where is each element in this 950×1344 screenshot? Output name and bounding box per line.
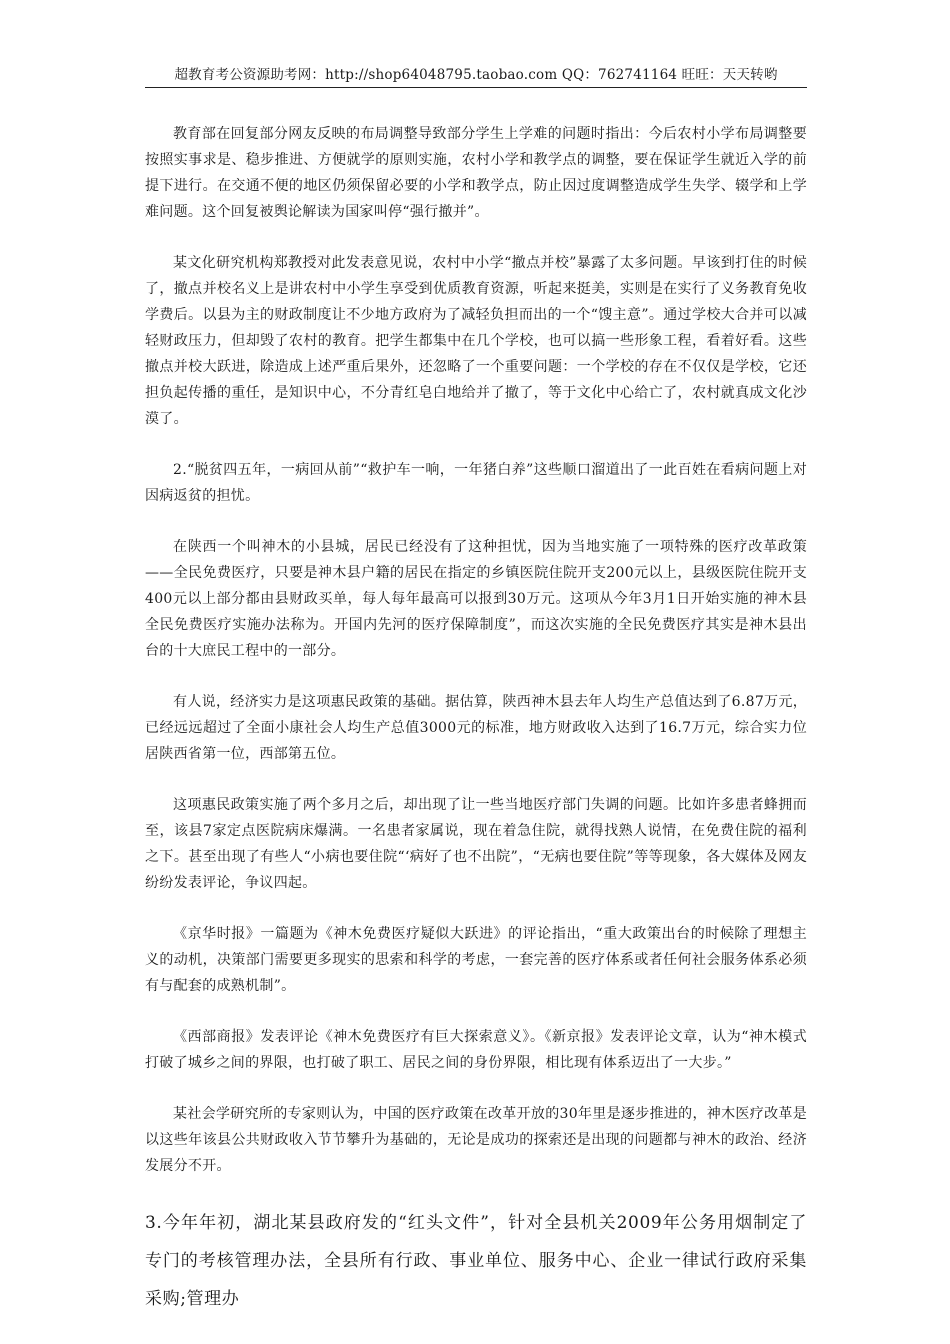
paragraph-section-3: 3.今年年初，湖北某县政府发的“红头文件”，针对全县机关2009年公务用烟制定了专门的考核管理办法，全县所有行政、事业单位、服务中心、企业一律试行政府采集采购;管理办 [145, 1213, 807, 1309]
paragraph-education-ministry: 教育部在回复部分网友反映的布局调整导致部分学生上学难的问题时指出：今后农村小学布局调整要按照实事求是、稳步推进、方便就学的原则实施，农村小学和教学点的调整，要在保证学生就近入学的前提下进行。在交通不便的地区仍须保留必要的小学和教学点，防止因过度调整造成学生失学、辍学和上学难问题。这个回复被舆论解读为国家叫停“强行撤并”。 [145, 126, 807, 220]
paragraph-western-commerce: 《西部商报》发表评论《神木免费医疗有巨大探索意义》。《新京报》发表评论文章，认为“神木模式打破了城乡之间的界限，也打破了职工、居民之间的身份界限，相比现有体系迈出了一大步。” [145, 1029, 807, 1071]
paragraph-problems: 这项惠民政策实施了两个多月之后，却出现了让一些当地医疗部门失调的问题。比如许多患者蜂拥而至，该县7家定点医院病床爆满。一名患者家属说，现在着急住院，就得找熟人说情，在免费住院的福利之下。甚至出现了有些人“小病也要住院“‘病好了也不出院”，“无病也要住院”等等现象，各大媒体及网友纷纷发表评论，争议四起。 [145, 797, 807, 891]
paragraph-shenmu-policy: 在陕西一个叫神木的小县城，居民已经没有了这种担忧，因为当地实施了一项特殊的医疗改革政策——全民免费医疗，只要是神木县户籍的居民在指定的乡镇医院住院开支200元以上，县级医院住院开支400元以上部分都由县财政买单，每人每年最高可以报到30万元。这项从今年3月1日开始实施的神木县全民免费医疗实施办法称为。开国内先河的医疗保障制度”，而这次实施的全民免费医疗其实是神木县出台的十大庶民工程中的一部分。 [145, 539, 807, 659]
document-body [145, 121, 807, 1318]
paragraph-professor-opinion: 某文化研究机构郑教授对此发表意见说，农村中小学“撤点并校”暴露了太多问题。早该到打住的时候了，撤点并校名义上是讲农村中小学生享受到优质教育资源，听起来挺美，实则是在实行了义务教育免收学费后。以县为主的财政制度让不少地方政府为了减轻负担而出的一个“馊主意”。通过学校大合并可以减轻财政压力，但却毁了农村的教育。把学生都集中在几个学校，也可以搞一些形象工程，看着好看。这些撤点并校大跃进，除造成上述严重后果外，还忽略了一个重要问题：一个学校的存在不仅仅是学校，它还担负起传播的重任，是知识中心，不分青红皂白地给并了撤了，等于文化中心给亡了，农村就真成文化沙漠了。 [145, 255, 807, 427]
paragraph-economic-basis: 有人说，经济实力是这项惠民政策的基础。据估算，陕西神木县去年人均生产总值达到了6.87万元，已经远远超过了全面小康社会人均生产总值3000元的标准，地方财政收入达到了16.7万元，综合实力位居陕西省第一位，西部第五位。 [145, 694, 807, 762]
page-header: 超教育考公资源助考网：http://shop64048795.taobao.com QQ：762741164 旺旺：天天转哟 [174, 67, 778, 83]
paragraph-section-2: 2.“脱贫四五年，一病回从前”“救护车一响，一年猪白养”这些顺口溜道出了一此百姓在看病问题上对因病返贫的担忧。 [145, 462, 807, 504]
header-rule [145, 87, 807, 88]
paragraph-sociologist: 某社会学研究所的专家则认为，中国的医疗政策在改革开放的30年里是逐步推进的，神木医疗改革是以这些年该县公共财政收入节节攀升为基础的，无论是成功的探索还是出现的问题都与神木的政治、经济发展分不开。 [145, 1106, 807, 1174]
paragraph-jinghua-times: 《京华时报》一篇题为《神木免费医疗疑似大跃进》的评论指出，“重大政策出台的时候除了理想主义的动机，决策部门需要更多现实的思索和科学的考虑，一套完善的医疗体系或者任何社会服务体系必须有与配套的成熟机制”。 [145, 926, 807, 994]
